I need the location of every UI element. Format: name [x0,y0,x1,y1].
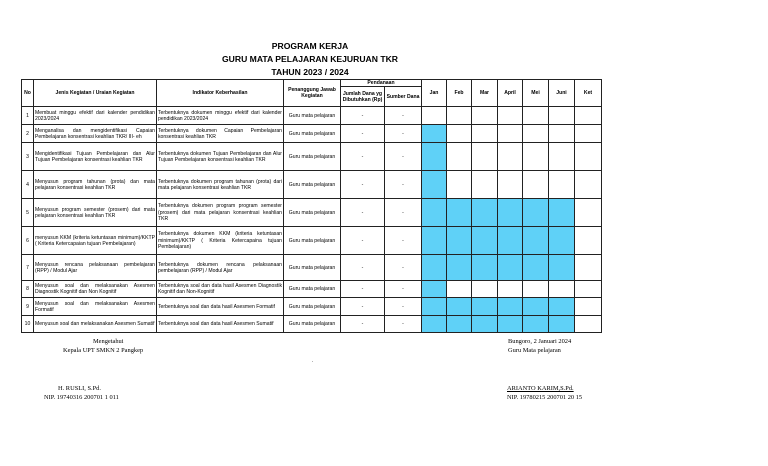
month-cell-juni [549,125,575,143]
funds-cell: - [341,143,385,171]
note-cell [575,125,602,143]
month-cell-juni [549,316,575,333]
month-cell-jan [422,143,447,171]
month-cell-feb [447,255,472,281]
month-cell-april [498,281,523,298]
right-place-date: Bungoro, 2 Januari 2024 [508,338,572,345]
header-month-mar: Mar [472,80,498,107]
indicator-cell: Terbentuknya dokumen Tujuan Pembelajaran dan Alur Tujuan Pembelajaran konsentrasi keahlian TKR [157,143,284,171]
source-cell: - [385,171,422,199]
activity-cell: Membuat minggu efektif dari kalender pendidikan 2023/2024 [34,107,157,125]
responsible-cell: Guru mata pelajaran [284,171,341,199]
month-cell-juni [549,227,575,255]
month-cell-jan [422,298,447,316]
source-cell: - [385,227,422,255]
month-cell-mar [472,143,498,171]
work-program-table [21,79,602,333]
table-row [22,199,602,227]
header-no: No [22,80,34,107]
header-month-april: April [498,80,523,107]
left-acknowledged: Mengetahui [93,338,124,345]
header-month-mei: Mei [523,80,549,107]
source-cell: - [385,143,422,171]
month-cell-april [498,298,523,316]
left-name: H. RUSLI, S.Pd. [58,385,101,392]
note-cell [575,143,602,171]
note-cell [575,171,602,199]
indicator-cell: Terbentuknya dokumen program tahunan (prota) dari mata pelajaran konsentrasi keahlian TKR [157,171,284,199]
row-number: 6 [22,227,34,255]
month-cell-mei [523,199,549,227]
source-cell: - [385,316,422,333]
month-cell-mei [523,281,549,298]
month-cell-feb [447,143,472,171]
row-number: 4 [22,171,34,199]
row-number: 5 [22,199,34,227]
indicator-cell: Terbentuknya soal dan data hasil Asesmen Formatif [157,298,284,316]
responsible-cell: Guru mata pelajaran [284,143,341,171]
month-cell-mar [472,227,498,255]
header-month-jan: Jan [422,80,447,107]
indicator-cell: Terbentuknya dokumen rencana pelaksanaan pembelajaran (RPP) / Modul Ajar [157,255,284,281]
month-cell-juni [549,281,575,298]
left-position: Kepala UPT SMKN 2 Pangkep [63,347,144,354]
responsible-cell: Guru mata pelajaran [284,125,341,143]
indicator-cell: Terbentuknya dokumen KKM (kriteria ketuntasan minimum)/KKTP ( Kriteria Ketercapaina tujuan Pembelajaran) [157,227,284,255]
indicator-cell: Terbentuknya dokumen program program semester (prosem) dari mata pelajaran konsentrasi keahlian TKR [157,199,284,227]
source-cell: - [385,125,422,143]
note-cell [575,298,602,316]
right-signatory [507,384,582,402]
table-row [22,281,602,298]
month-cell-jan [422,171,447,199]
row-number: 1 [22,107,34,125]
right-signature-block [508,337,571,355]
activity-cell: Mengidentifikasi Tujuan Pembelajaran dan Alur Tujuan Pembelajaran konsentrasi keahlian TKR [34,143,157,171]
header-fund-source: Sumber Dana [385,87,422,107]
month-cell-mar [472,199,498,227]
month-cell-april [498,171,523,199]
activity-cell: Menyusun soal dan melaksanakan Asesmen Formatif [34,298,157,316]
indicator-cell: Terbentuknya dokumen minggu efektif dari kalender pendidikan 2023/2024 [157,107,284,125]
table-row [22,227,602,255]
document-title [0,40,620,79]
month-cell-juni [549,107,575,125]
header-month-juni: Juni [549,80,575,107]
table-row [22,316,602,333]
row-number: 2 [22,125,34,143]
row-number: 9 [22,298,34,316]
funds-cell: - [341,107,385,125]
table-row [22,143,602,171]
row-number: 8 [22,281,34,298]
month-cell-mar [472,281,498,298]
month-cell-mar [472,298,498,316]
month-cell-mei [523,107,549,125]
funds-cell: - [341,171,385,199]
activity-cell: Menganalisa dan mengidentifikasi Capaian Pembelajaran konsentrasi keahlian TKR/ III- eh [34,125,157,143]
funds-cell: - [341,316,385,333]
table-row [22,125,602,143]
title-year: TAHUN 2023 / 2024 [271,67,349,77]
note-cell [575,227,602,255]
funds-cell: - [341,199,385,227]
table-row [22,298,602,316]
responsible-cell: Guru mata pelajaran [284,298,341,316]
right-position: Guru Mata pelajaran [508,347,561,354]
month-cell-mar [472,125,498,143]
activity-cell: Menyusun rencana pelaksanaan pembelajaran (RPP) / Modul Ajar [34,255,157,281]
indicator-cell: Terbentuknya dokumen Capaian Pembelajaran konsentrasi keahlian TKR [157,125,284,143]
source-cell: - [385,255,422,281]
month-cell-feb [447,281,472,298]
activity-cell: Menyusun soal dan melaksanakan Asesmen Diagnostik Kognitif dan Non Kognitif [34,281,157,298]
month-cell-feb [447,125,472,143]
month-cell-juni [549,143,575,171]
title-program-kerja: PROGRAM KERJA [271,41,349,51]
table-row [22,107,602,125]
note-cell [575,199,602,227]
funds-cell: - [341,227,385,255]
header-responsible: Penanggung Jawab Kegiatan [284,80,341,107]
left-nip: NIP. 19740316 200701 1 011 [44,394,119,401]
right-name: ARIANTO KARIM,S.Pd. [507,385,574,392]
funds-cell: - [341,255,385,281]
note-cell [575,107,602,125]
month-cell-april [498,107,523,125]
stray-mark: . [312,358,314,364]
note-cell [575,316,602,333]
activity-cell: Menyusun program semester (prosem) dari mata pelajaran konsentrasi keahlian TKR [34,199,157,227]
activity-cell: menyusun KKM (kriteria ketuntasan minimum)/KKTP ( Kriteria Ketercapaian tujuan Pembelajaran) [34,227,157,255]
month-cell-feb [447,199,472,227]
responsible-cell: Guru mata pelajaran [284,255,341,281]
responsible-cell: Guru mata pelajaran [284,281,341,298]
month-cell-mei [523,171,549,199]
header-funds-needed: Jumlah Dana yg Dibutuhkan (Rp) [341,87,385,107]
header-note: Ket [575,80,602,107]
month-cell-juni [549,171,575,199]
month-cell-jan [422,227,447,255]
funds-cell: - [341,298,385,316]
month-cell-mei [523,298,549,316]
month-cell-juni [549,255,575,281]
indicator-cell: Terbentuknya soal dan data hasil Asesmen Diagnostik Kognitif dan Non-Kognitif [157,281,284,298]
table-row [22,255,602,281]
responsible-cell: Guru mata pelajaran [284,199,341,227]
month-cell-feb [447,298,472,316]
right-nip: NIP. 19780215 200701 20 15 [507,394,583,401]
source-cell: - [385,107,422,125]
title-subject: GURU MATA PELAJARAN KEJURUAN TKR [221,54,398,64]
activity-cell: Menyusun soal dan melaksanakan Asesmen Sumatif [34,316,157,333]
row-number: 10 [22,316,34,333]
month-cell-mei [523,143,549,171]
month-cell-april [498,255,523,281]
left-signature-block [63,337,143,355]
responsible-cell: Guru mata pelajaran [284,107,341,125]
month-cell-mei [523,227,549,255]
month-cell-april [498,316,523,333]
month-cell-jan [422,199,447,227]
month-cell-feb [447,227,472,255]
month-cell-april [498,227,523,255]
source-cell: - [385,298,422,316]
month-cell-april [498,199,523,227]
header-activity: Jenis Kegiatan / Uraian Kegiatan [34,80,157,107]
responsible-cell: Guru mata pelajaran [284,227,341,255]
month-cell-feb [447,107,472,125]
month-cell-april [498,143,523,171]
month-cell-april [498,125,523,143]
header-month-feb: Feb [447,80,472,107]
month-cell-mar [472,171,498,199]
month-cell-feb [447,171,472,199]
month-cell-mar [472,255,498,281]
month-cell-mei [523,125,549,143]
table-row [22,171,602,199]
header-funding: Pendanaan [341,80,422,87]
source-cell: - [385,281,422,298]
month-cell-juni [549,298,575,316]
month-cell-mei [523,255,549,281]
funds-cell: - [341,281,385,298]
month-cell-jan [422,281,447,298]
indicator-cell: Terbentuknya soal dan data hasil Asesmen Sumatif [157,316,284,333]
row-number: 3 [22,143,34,171]
month-cell-juni [549,199,575,227]
header-indicator: Indikator Keberhasilan [157,80,284,107]
note-cell [575,281,602,298]
month-cell-jan [422,255,447,281]
left-signatory [44,384,119,402]
month-cell-jan [422,316,447,333]
month-cell-mar [472,107,498,125]
month-cell-jan [422,107,447,125]
month-cell-mei [523,316,549,333]
month-cell-mar [472,316,498,333]
source-cell: - [385,199,422,227]
activity-cell: Menyusun program tahunan (prota) dan mata pelajaran konsentrasi keahlian TKR [34,171,157,199]
responsible-cell: Guru mata pelajaran [284,316,341,333]
month-cell-feb [447,316,472,333]
note-cell [575,255,602,281]
row-number: 7 [22,255,34,281]
funds-cell: - [341,125,385,143]
month-cell-jan [422,125,447,143]
